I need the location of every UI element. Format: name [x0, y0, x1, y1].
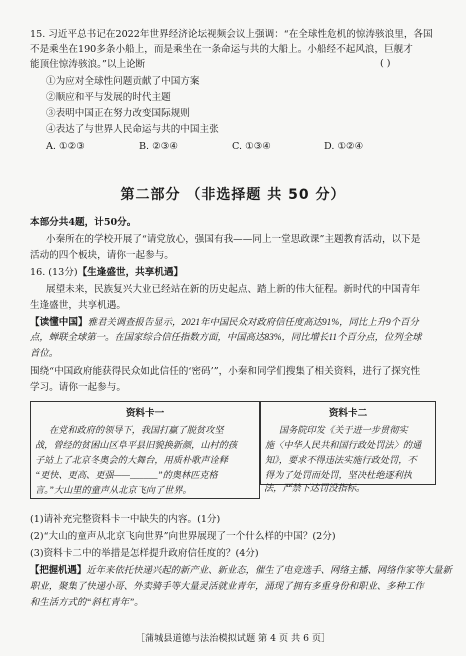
q15-choice-a[interactable]: A. ①②③ — [46, 141, 85, 152]
card-2-title: 资料卡二 — [328, 408, 368, 419]
q16-sub-1: (1)请补充完整资料卡一中缺失的内容。(1分) — [30, 514, 221, 525]
material-card-1 — [30, 401, 260, 499]
card-1-line-4: “更快、更高、更强——______”的奥林匹克格 — [35, 470, 218, 480]
card-1-line-1: 在党和政府的领导下，我国打赢了脱贫攻坚 — [49, 425, 224, 435]
card-2-line-5: 法，严禁下达罚没指标。 — [264, 483, 366, 493]
grab-opportunity-text-3: 和生活方式的“斜杠青年”。 — [30, 598, 144, 608]
q15-line-1: 15. 习近平总书记在2022年世界经济论坛视频会议上强调：“在全球性危机的惊涛骇浪里，各国 — [30, 29, 433, 40]
q15-line-2: 不是乘坐在190多条小船上，而是乘坐在一条命运与共的大船上。小船经不起风浪，巨舰才 — [30, 44, 413, 55]
material-card-2 — [260, 401, 436, 485]
part2-title: 第二部分 （非选择题 共 50 分） — [120, 187, 346, 203]
q15-choice-c[interactable]: C. ①③④ — [232, 141, 271, 152]
q15-choice-b[interactable]: B. ②③④ — [139, 141, 178, 152]
read-china-text-2: 点，蝉联全球第一。在国家综合信任指数方面，中国高达83%，同比增长11个百分点，位列全球 — [30, 333, 422, 343]
part2-intro: 本部分共4题，计50分。 — [30, 217, 137, 228]
q15-option-2: ②顺应和平与发展的时代主题 — [46, 92, 171, 103]
q16-para-2: 生逢盛世，共享机遇。 — [30, 300, 126, 311]
q15-option-1: ①为应对全球性问题贡献了中国方案 — [46, 76, 200, 87]
card-1-line-3: 子站上了北京冬奥会的大舞台，用质朴歌声诠释 — [35, 455, 228, 465]
card-2-line-1: 国务院印发《关于进一步贯彻实 — [279, 425, 408, 435]
grab-opportunity-tag: 【把握机遇】 — [30, 565, 87, 576]
card-1-line-2: 战，曾经的贫困山区阜平县旧貌换新颜，山村的孩 — [35, 440, 238, 450]
q16-around-2: 学习。请你一起参与。 — [30, 382, 126, 393]
card-2-line-4: 得为了处罚而处罚，坚决杜绝逐利执 — [265, 470, 412, 480]
read-china-text-1: 雅君关调查报告显示，2021年中国民众对政府信任度高达91%，同比上升9个百分 — [87, 318, 419, 328]
q16-section-tag: 【生逢盛世，共享机遇】 — [77, 267, 184, 278]
q15-choice-d[interactable]: D. ①②④ — [324, 141, 364, 152]
q15-answer-bracket[interactable]: ( ) — [380, 58, 391, 69]
part2-desc-1: 小秦所在的学校开展了“请党放心，强国有我——同上一堂思政课”主题教育活动，以下是 — [46, 234, 421, 245]
card-1-title: 资料卡一 — [125, 408, 165, 419]
q16-sub-2: (2)“大山的童声从北京飞向世界”向世界展现了一个什么样的中国？(2分) — [30, 531, 336, 542]
q16-heading — [30, 266, 183, 279]
card-2-line-3: 知》，要求不得违法实施行政处罚，不 — [265, 455, 417, 465]
read-china-line-1 — [30, 316, 419, 330]
read-china-tag: 【读懂中国】 — [30, 317, 88, 328]
q15-option-3: ③表明中国正在努力改变国际规则 — [46, 108, 190, 119]
part2-desc-2: 活动的四个板块，请你一起参与。 — [30, 250, 174, 261]
q16-para-1: 展望未来，民族复兴大业已经站在新的历史起点、踏上新的伟大征程。新时代的中国青年 — [46, 284, 421, 295]
read-china-text-3: 首位。 — [30, 349, 59, 359]
grab-opportunity-text-2: 职业，聚集了快递小哥、外卖骑手等大量灵活就业青年，涌现了拥有多重身份和职业、多种工作 — [30, 582, 424, 592]
card-2-line-2: 施〈中华人民共和国行政处罚法〉的通 — [265, 440, 422, 450]
grab-opportunity-line-1 — [30, 564, 452, 578]
q16-around-1: 围绕“中国政府能获得民众如此信任的‘密码’”，小秦和同学们搜集了相关资料，进行了探究性 — [30, 366, 421, 377]
q16-sub-3: (3)资料卡二中的举措是怎样提升政府信任度的？(4分) — [30, 548, 259, 559]
grab-opportunity-text-1: 近年来依托快递兴起的新产业、新业态，催生了电竞选手、网络主播、网络作家等大量新 — [86, 566, 452, 576]
card-1-line-5: 言。”大山里的童声从北京飞向了世界。 — [35, 485, 192, 495]
q15-option-4: ④表达了与世界人民命运与共的中国主张 — [46, 124, 219, 135]
q15-line-3: 能顶住惊涛骇浪。”以上论断 — [30, 59, 146, 70]
page-footer: ［蒲城县道德与法治模拟试题 第 4 页 共 6 页］ — [135, 633, 331, 644]
q16-number: 16. (13分) — [30, 267, 78, 278]
